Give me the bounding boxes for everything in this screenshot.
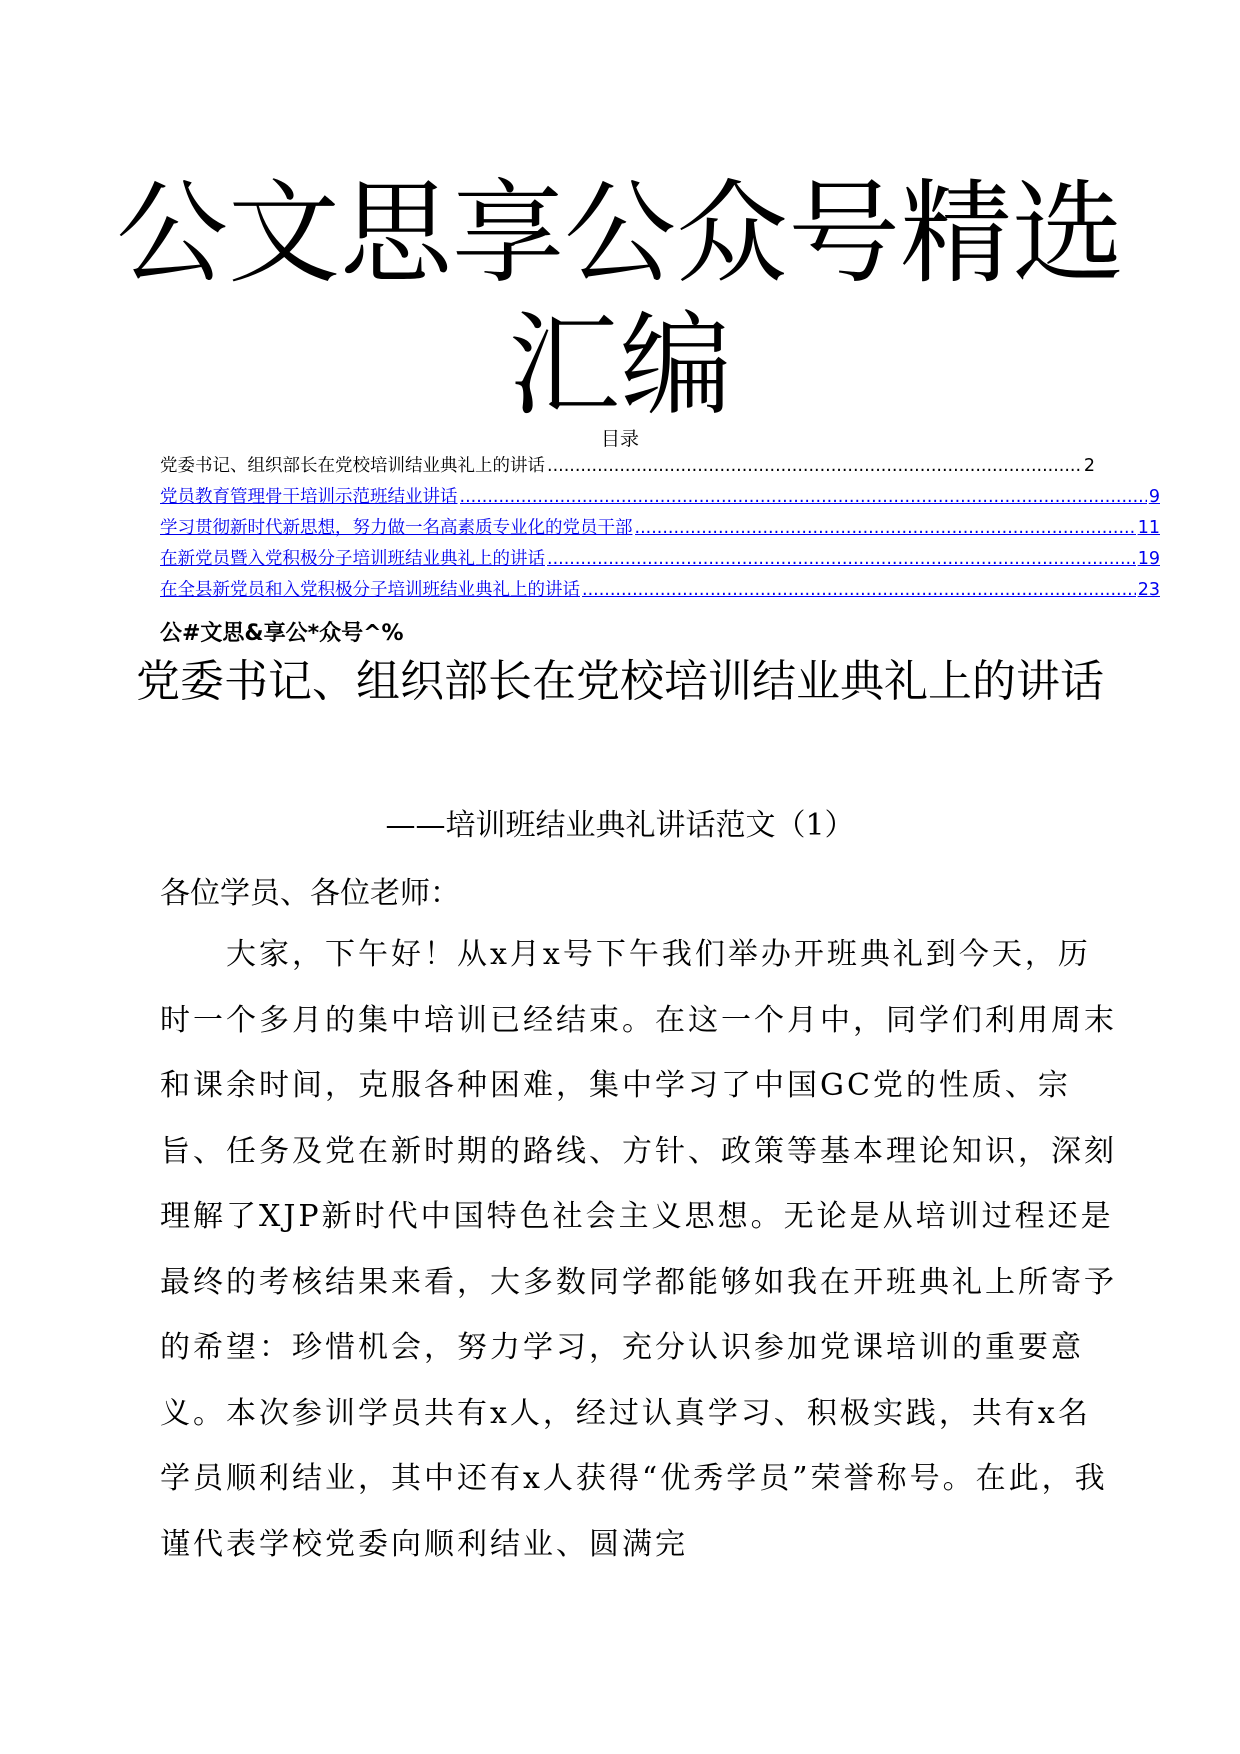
article-title: 党委书记、组织部长在党校培训结业典礼上的讲话 xyxy=(136,656,1104,707)
article-body-paragraph: 大家，下午好！从x月x号下午我们举办开班典礼到今天，历时一个多月的集中培训已经结束。在这一个月中，同学们利用周末和课余时间，克服各种困难，集中学习了中国GC党的性质、宗旨、任务及党在新时期的路线、方针、政策等基本理论知识，深刻理解了XJP新时代中国特色社会主义思想。无论是从培训过程还是最终的考核结果来看，大多数同学都能够如我在开班典礼上所寄予的希望：珍惜机会，努力学习，充分认识参加党课培训的重要意义。本次参训学员共有x人，经过认真学习、积极实践，共有x名学员顺利结业，其中还有x人获得“优秀学员”荣誉称号。在此，我谨代表学校党委向顺利结业、圆满完 xyxy=(160,937,1117,1562)
toc-entry-page[interactable]: 11 xyxy=(1137,518,1160,538)
toc-link[interactable] xyxy=(160,483,1160,514)
toc-leader-dots xyxy=(460,487,1147,507)
toc-link[interactable] xyxy=(160,545,1160,576)
article-subtitle: ——培训班结业典礼讲话范文（1） xyxy=(385,808,855,843)
toc-entry-title[interactable]: 学习贯彻新时代新思想，努力做一名高素质专业化的党员干部 xyxy=(160,518,633,538)
toc-link[interactable] xyxy=(160,514,1160,545)
toc-entry-title[interactable]: 在全县新党员和入党积极分子培训班结业典礼上的讲话 xyxy=(160,580,580,600)
toc-heading: 目录 xyxy=(600,428,639,450)
watermark-text: 公#文思&享公*众号^% xyxy=(160,621,404,646)
toc-entry-page[interactable]: 9 xyxy=(1148,487,1160,507)
document-title: 公文思享公众号精选汇编 xyxy=(116,169,1124,431)
toc-entry-page[interactable]: 23 xyxy=(1137,580,1160,600)
toc-leader-dots xyxy=(547,549,1136,569)
toc-entry-page[interactable]: 19 xyxy=(1137,549,1160,569)
toc-link[interactable] xyxy=(160,576,1160,607)
toc-leader-dots xyxy=(547,456,1082,476)
article-greeting: 各位学员、各位老师： xyxy=(160,876,460,911)
toc-entry-title: 党委书记、组织部长在党校培训结业典礼上的讲话 xyxy=(160,456,545,476)
toc-leader-dots xyxy=(582,580,1136,600)
toc-entry xyxy=(160,452,1095,483)
toc-entry-page: 2 xyxy=(1083,456,1095,476)
table-of-contents xyxy=(160,452,1160,607)
toc-leader-dots xyxy=(635,518,1136,538)
toc-entry-title[interactable]: 党员教育管理骨干培训示范班结业讲话 xyxy=(160,487,458,507)
toc-entry-title[interactable]: 在新党员暨入党积极分子培训班结业典礼上的讲话 xyxy=(160,549,545,569)
